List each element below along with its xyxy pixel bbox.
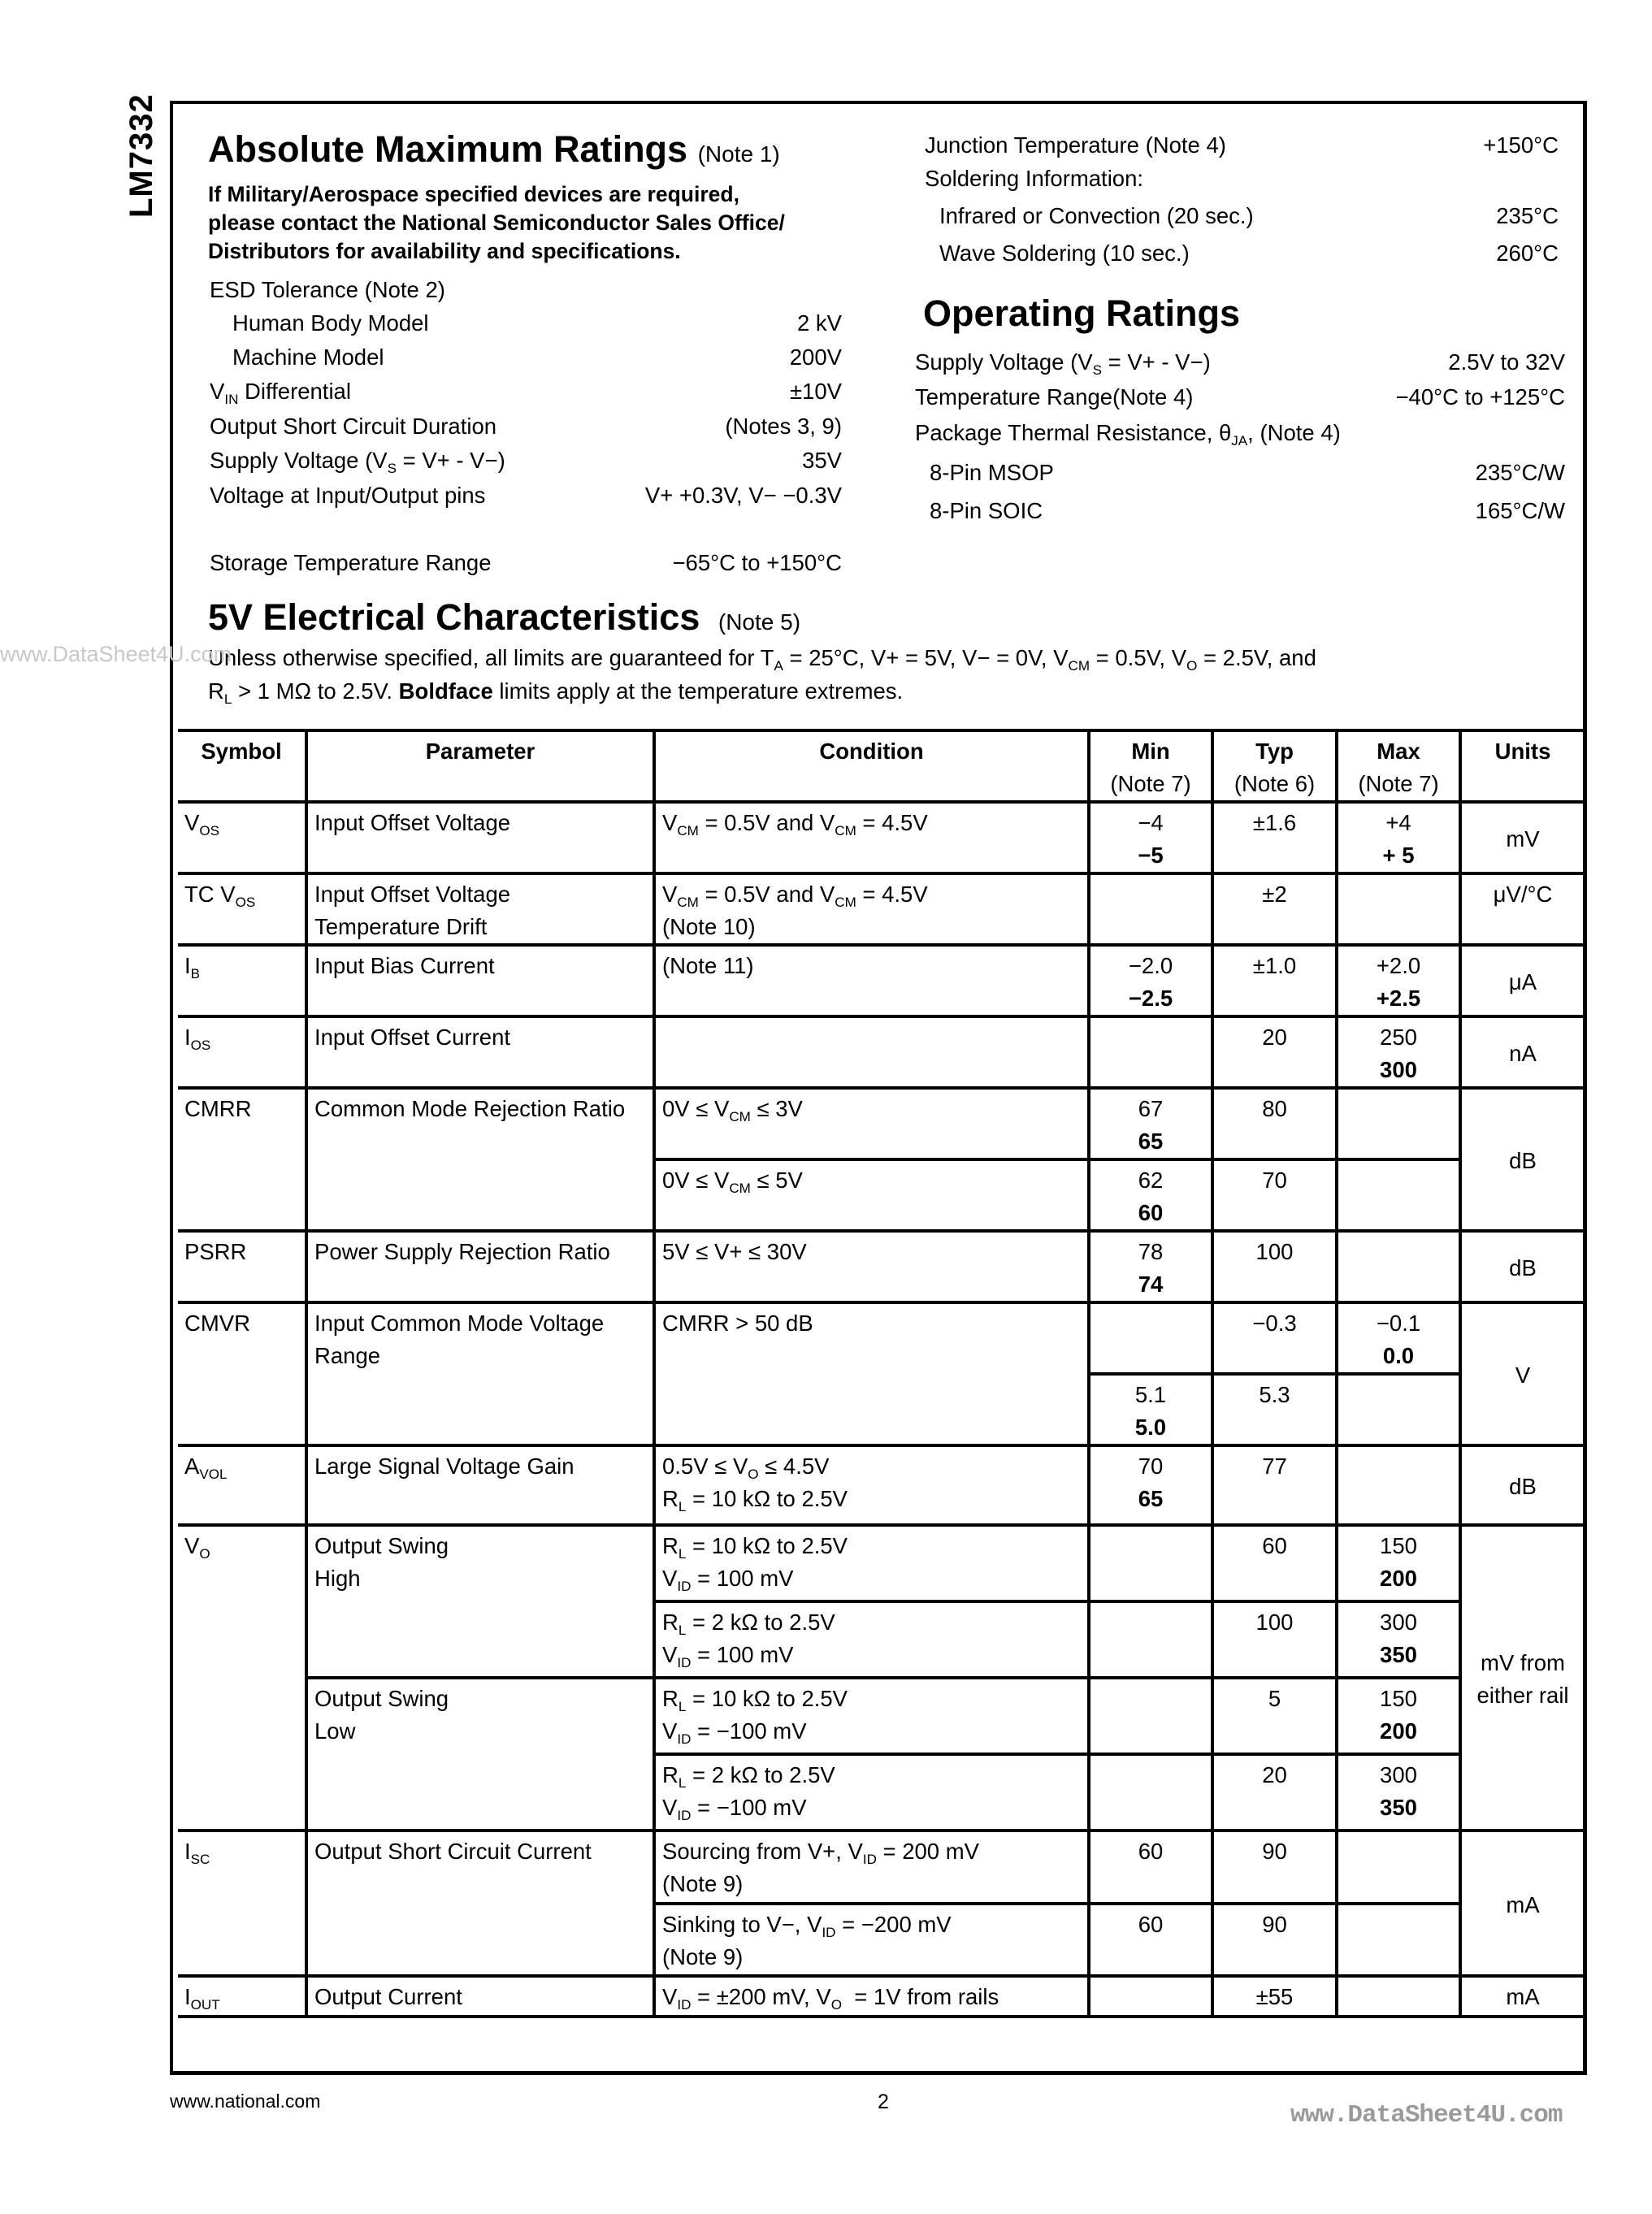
header-symbol: Symbol	[178, 730, 306, 802]
max-cell	[1337, 1231, 1460, 1302]
symbol-cell: $V_{OS}$	[178, 802, 306, 873]
military-notice: If Military/Aerospace specified devices are required, please contact the National Semiconductor Sales Office/ Distributors for availability and specifications.	[208, 182, 785, 263]
min-cell	[1089, 1016, 1212, 1088]
header-parameter: Parameter	[306, 730, 654, 802]
header-max: Max (Note 7)	[1337, 730, 1460, 802]
min-cell: −2.0 −2.5	[1089, 945, 1212, 1016]
table-row	[178, 1831, 1584, 1904]
operating-ratings-heading: Operating Ratings	[923, 292, 1241, 334]
condition-cell: Sourcing from V+, $V_{ID} = 200$ mV (Note 9)	[654, 1831, 1089, 1904]
parameter-cell: Input Offset Voltage	[306, 802, 654, 873]
table-header-row	[178, 730, 1584, 802]
symbol-cell: $I_B$	[178, 945, 306, 1016]
max-cell: 250 300	[1337, 1016, 1460, 1088]
min-cell: −4 −5	[1089, 802, 1212, 873]
header-condition: Condition	[654, 730, 1089, 802]
parameter-cell: Output Short Circuit Current	[306, 1831, 654, 1976]
max-cell	[1337, 1445, 1460, 1525]
electrical-characteristics-table	[178, 729, 1584, 2018]
parameter-cell: Power Supply Rejection Ratio	[306, 1231, 654, 1302]
parameter-cell: Input Offset Voltage Temperature Drift	[306, 873, 654, 945]
max-cell	[1337, 1976, 1460, 2017]
parameter-cell: Input Bias Current	[306, 945, 654, 1016]
min-cell: 78 74	[1089, 1231, 1212, 1302]
table-row	[178, 802, 1584, 873]
max-cell: 150 200	[1337, 1678, 1460, 1754]
typ-cell: 90	[1212, 1831, 1337, 1904]
min-cell	[1089, 1754, 1212, 1831]
typ-cell: 20	[1212, 1016, 1337, 1088]
max-cell	[1337, 873, 1460, 945]
max-cell: +4 + 5	[1337, 802, 1460, 873]
units-cell: mA	[1460, 1831, 1584, 1976]
symbol-cell: CMRR	[178, 1088, 306, 1231]
typ-cell: 90	[1212, 1904, 1337, 1976]
footer-page-number: 2	[878, 2091, 889, 2113]
units-cell: μA	[1460, 945, 1584, 1016]
units-cell: dB	[1460, 1231, 1584, 1302]
condition-cell: 5V ≤ V+ ≤ 30V	[654, 1231, 1089, 1302]
parameter-cell: Input Common Mode Voltage Range	[306, 1302, 654, 1445]
ec-heading: 5V Electrical Characteristics (Note 5)	[208, 596, 801, 638]
table-row	[178, 1445, 1584, 1525]
parameter-cell: Common Mode Rejection Ratio	[306, 1088, 654, 1231]
ec-intro-line-2: $R_L > 1$ MΩ to 2.5V. Boldface limits apply at the temperature extremes.	[208, 678, 904, 707]
condition-cell: $R_L = 10$ kΩ to 2.5V $V_{ID} = 100$ mV	[654, 1525, 1089, 1601]
header-min: Min (Note 7)	[1089, 730, 1212, 802]
condition-cell	[654, 1016, 1089, 1088]
typ-cell: ±1.6	[1212, 802, 1337, 873]
max-cell	[1337, 1159, 1460, 1231]
typ-cell: 100	[1212, 1231, 1337, 1302]
condition-cell: $0.5V \le V_O \le 4.5V$ $R_L = 10$ kΩ to 2.5V	[654, 1445, 1089, 1525]
table-row	[178, 1302, 1584, 1374]
parameter-cell: Output Swing High	[306, 1525, 654, 1678]
parameter-cell: Input Offset Current	[306, 1016, 654, 1088]
condition-cell: $R_L = 10$ kΩ to 2.5V $V_{ID} = -100$ mV	[654, 1678, 1089, 1754]
table-row	[178, 945, 1584, 1016]
min-cell	[1089, 1678, 1212, 1754]
typ-cell: 80	[1212, 1088, 1337, 1159]
table-row	[178, 873, 1584, 945]
max-cell	[1337, 1088, 1460, 1159]
table-row	[178, 1016, 1584, 1088]
min-cell: 5.1 5.0	[1089, 1374, 1212, 1445]
typ-cell: ±55	[1212, 1976, 1337, 2017]
min-cell	[1089, 1525, 1212, 1601]
typ-cell: 20	[1212, 1754, 1337, 1831]
parameter-cell: Large Signal Voltage Gain	[306, 1445, 654, 1525]
units-cell: mV from either rail	[1460, 1525, 1584, 1831]
footer-watermark: www.DataSheet4U.com	[1290, 2101, 1563, 2130]
max-cell: −0.1 0.0	[1337, 1302, 1460, 1374]
max-cell: +2.0 +2.5	[1337, 945, 1460, 1016]
condition-cell: (Note 11)	[654, 945, 1089, 1016]
left-watermark: www.DataSheet4U.com	[0, 642, 232, 666]
condition-cell: Sinking to V−, $V_{ID} = -200$ mV (Note 9)	[654, 1904, 1089, 1976]
header-typ: Typ (Note 6)	[1212, 730, 1337, 802]
typ-cell: 5	[1212, 1678, 1337, 1754]
parameter-cell: Output Swing Low	[306, 1678, 654, 1831]
condition-cell: $R_L = 2$ kΩ to 2.5V $V_{ID} = 100$ mV	[654, 1601, 1089, 1678]
min-cell: 60	[1089, 1904, 1212, 1976]
symbol-cell: TC $V_{OS}$	[178, 873, 306, 945]
min-cell: 62 60	[1089, 1159, 1212, 1231]
table-row	[178, 1525, 1584, 1601]
condition-cell: $V_{CM} = 0.5V$ and $V_{CM} = 4.5V$ (Note 10)	[654, 873, 1089, 945]
condition-cell: $V_{ID} = \pm 200$ mV, $V_O = 1V$ from rails	[654, 1976, 1089, 2017]
symbol-cell: CMVR	[178, 1302, 306, 1445]
abs-max-note: (Note 1)	[697, 141, 780, 167]
units-cell: mA	[1460, 1976, 1584, 2017]
condition-cell: $0V \le V_{CM} \le 5V$	[654, 1159, 1089, 1231]
max-cell: 300 350	[1337, 1601, 1460, 1678]
units-cell: V	[1460, 1302, 1584, 1445]
units-cell: dB	[1460, 1445, 1584, 1525]
min-cell	[1089, 1976, 1212, 2017]
symbol-cell: $I_{SC}$	[178, 1831, 306, 1976]
typ-cell: 5.3	[1212, 1374, 1337, 1445]
min-cell	[1089, 1302, 1212, 1374]
max-cell: 300 350	[1337, 1754, 1460, 1831]
units-cell: μV/°C	[1460, 873, 1584, 945]
units-cell: nA	[1460, 1016, 1584, 1088]
max-cell	[1337, 1374, 1460, 1445]
symbol-cell: $A_{VOL}$	[178, 1445, 306, 1525]
typ-cell: ±1.0	[1212, 945, 1337, 1016]
abs-max-heading: Absolute Maximum Ratings (Note 1)	[208, 128, 780, 170]
max-cell	[1337, 1904, 1460, 1976]
condition-cell: $V_{CM} = 0.5V$ and $V_{CM} = 4.5V$	[654, 802, 1089, 873]
max-cell: 150 200	[1337, 1525, 1460, 1601]
min-cell: 60	[1089, 1831, 1212, 1904]
symbol-cell: $I_{OS}$	[178, 1016, 306, 1088]
min-cell: 70 65	[1089, 1445, 1212, 1525]
condition-cell: $0V \le V_{CM} \le 3V$	[654, 1088, 1089, 1159]
header-units: Units	[1460, 730, 1584, 802]
typ-cell: −0.3	[1212, 1302, 1337, 1374]
ec-intro-line-1: Unless otherwise specified, all limits are guaranteed for $T_A = 25^\circ C$, V+ = 5V, V− = 0V, $V_{CM} = 0.5V$, $V_O = 2.5V$, and	[208, 645, 1316, 674]
symbol-cell: $I_{OUT}$	[178, 1976, 306, 2017]
parameter-cell: Output Current	[306, 1976, 654, 2017]
condition-cell: $R_L = 2$ kΩ to 2.5V $V_{ID} = -100$ mV	[654, 1754, 1089, 1831]
typ-cell: 60	[1212, 1525, 1337, 1601]
table-row	[178, 1088, 1584, 1159]
table-row	[178, 1678, 1584, 1754]
typ-cell: 70	[1212, 1159, 1337, 1231]
ec-note: (Note 5)	[718, 609, 801, 635]
min-cell	[1089, 1601, 1212, 1678]
min-cell: 67 65	[1089, 1088, 1212, 1159]
typ-cell: 77	[1212, 1445, 1337, 1525]
table-row	[178, 1976, 1584, 2017]
condition-cell: CMRR > 50 dB	[654, 1302, 1089, 1445]
side-part-number: LM7332	[124, 93, 159, 218]
footer-website: www.national.com	[170, 2091, 321, 2112]
max-cell	[1337, 1831, 1460, 1904]
min-cell	[1089, 873, 1212, 945]
units-cell: mV	[1460, 802, 1584, 873]
typ-cell: 100	[1212, 1601, 1337, 1678]
units-cell: dB	[1460, 1088, 1584, 1231]
table-row	[178, 1231, 1584, 1302]
typ-cell: ±2	[1212, 873, 1337, 945]
symbol-cell: PSRR	[178, 1231, 306, 1302]
symbol-cell: $V_O$	[178, 1525, 306, 1831]
